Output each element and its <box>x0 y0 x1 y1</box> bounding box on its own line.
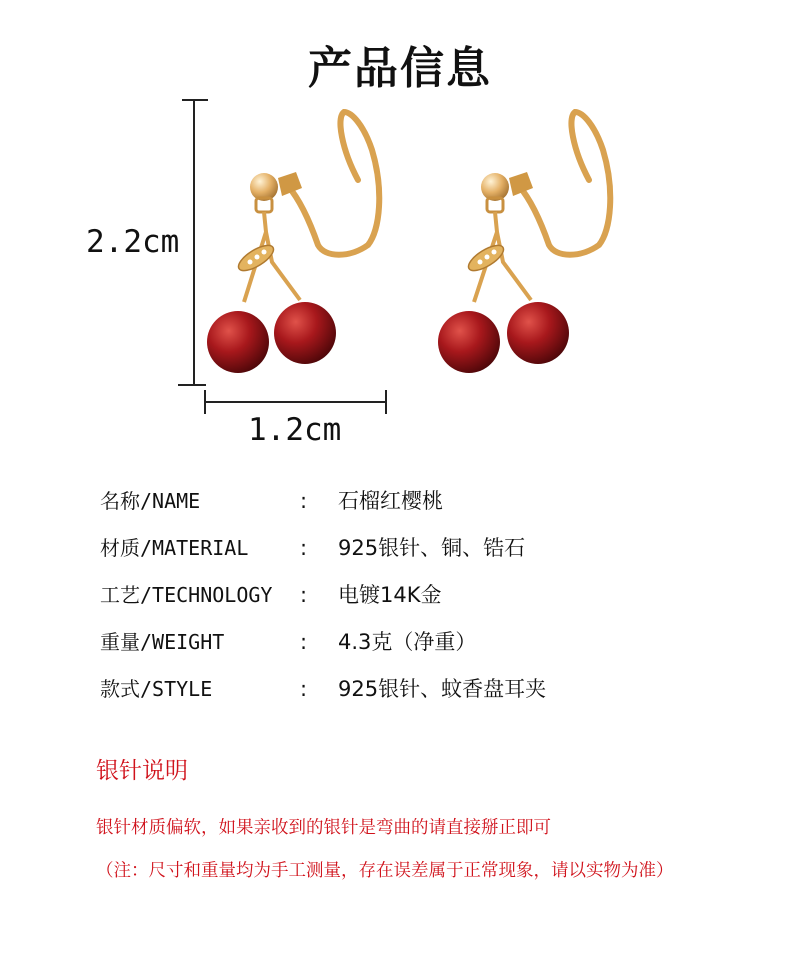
spec-colon: : <box>300 677 308 701</box>
height-dimension-label: 2.2cm <box>86 224 180 260</box>
earring-left <box>207 112 379 373</box>
spec-value: 电镀14K金 <box>338 583 442 607</box>
spec-value: 4.3克（净重） <box>338 630 477 654</box>
spec-label: 款式/STYLE <box>100 677 213 701</box>
width-dimension-label: 1.2cm <box>248 412 342 448</box>
spec-row-weight <box>100 627 720 674</box>
spec-value: 925银针、铜、锆石 <box>338 536 526 560</box>
width-dimension-line <box>205 390 386 414</box>
spec-colon: : <box>300 489 308 513</box>
spec-colon: : <box>300 630 308 654</box>
needle-section-title: 银针说明 <box>96 758 188 784</box>
spec-row-style <box>100 674 720 721</box>
spec-label: 名称/NAME <box>100 489 201 513</box>
spec-row-name <box>100 486 720 533</box>
spec-colon: : <box>300 583 308 607</box>
spec-row-material <box>100 533 720 580</box>
spec-label: 重量/WEIGHT <box>100 630 225 654</box>
spec-row-technology <box>100 580 720 627</box>
spec-colon: : <box>300 536 308 560</box>
earring-right <box>438 112 610 373</box>
page-title: 产品信息 <box>308 43 492 94</box>
measurement-disclaimer: （注：尺寸和重量均为手工测量，存在误差属于正常现象，请以实物为准） <box>96 861 674 881</box>
spec-label: 材质/MATERIAL <box>100 536 249 560</box>
spec-table <box>100 486 720 721</box>
spec-value: 925银针、蚊香盘耳夹 <box>338 677 547 701</box>
spec-value: 石榴红樱桃 <box>338 489 443 513</box>
height-dimension-line <box>178 100 208 385</box>
needle-note: 银针材质偏软，如果亲收到的银针是弯曲的请直接掰正即可 <box>96 818 551 838</box>
spec-label: 工艺/TECHNOLOGY <box>100 583 273 607</box>
